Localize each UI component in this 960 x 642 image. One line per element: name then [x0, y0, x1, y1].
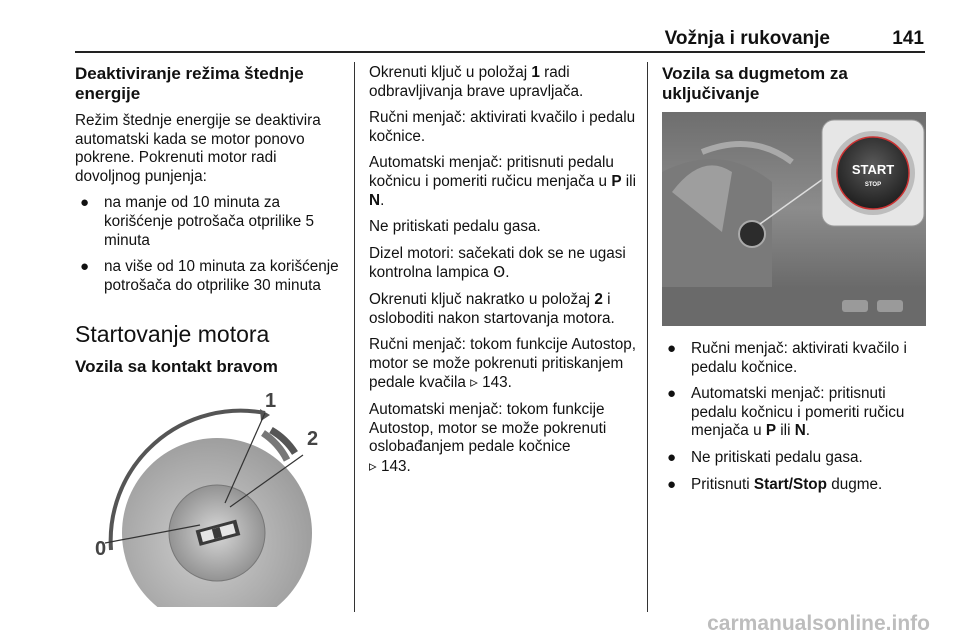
column-2 — [369, 64, 637, 484]
list-item: ● Ne pritiskati pedalu gasa. — [667, 448, 863, 466]
paragraph-turn-key-2: Okrenuti ključ nakratko u položaj 2 i osloboditi nakon startovanja motora. — [369, 290, 615, 327]
bullet-icon: ● — [667, 385, 677, 403]
section-title-engine-start: Startovanje motora — [75, 321, 270, 348]
paragraph-diesel: Dizel motori: sačekati dok se ne ugasi kontrolna lampica Ꙩ. — [369, 244, 626, 282]
list-item: ● na manje od 10 minuta za korišćenje potrošača otprilike 5 minuta — [80, 194, 315, 249]
paragraph-intro: Režim štednje energije se deaktivira automatski kada se motor ponovo pokrene. Pokrenuti motor radi dovoljnog punjenja: — [75, 112, 321, 185]
paragraph-turn-key: Okrenuti ključ u položaj 1 radi odbravljivanja brave upravljača. — [369, 64, 584, 100]
paragraph-automatic-transmission: Automatski menjač: pritisnuti pedalu kočnicu i pomeriti ručicu menjača u P ili N. — [369, 154, 636, 209]
glow-plug-icon: Ꙩ — [493, 263, 506, 282]
page-reference-icon: ▹ — [470, 373, 478, 392]
subheading-ignition-key: Vozila sa kontakt bravom — [75, 357, 278, 377]
bullet-icon: ● — [667, 448, 677, 466]
list-item: ● na više od 10 minuta za korišćenje potrošača do otprilike 30 minuta — [80, 258, 339, 294]
bullet-icon: ● — [80, 194, 90, 212]
column-divider-1 — [354, 62, 355, 612]
bullet-list-charging — [75, 194, 343, 295]
section-heading-energy-saving: Deaktiviranje režima štednje energije — [75, 64, 304, 103]
start-button-small — [739, 221, 765, 247]
ignition-key-figure — [75, 385, 345, 607]
bullet-icon: ● — [667, 340, 677, 357]
watermark: carmanualsonline.info — [707, 612, 930, 635]
position-label-2: 2 — [307, 428, 319, 451]
list-item: ● Ručni menjač: aktivirati kvačilo i pedalu kočnice. — [667, 340, 907, 376]
paragraph-manual-transmission: Ručni menjač: aktivirati kvačilo i pedalu kočnice. — [369, 109, 636, 145]
paragraph-no-gas: Ne pritiskati pedalu gasa. — [369, 218, 541, 236]
ignition-lock-illustration — [75, 385, 345, 607]
start-label: START — [851, 162, 895, 177]
column-1 — [75, 64, 343, 607]
page-reference-link[interactable]: 143. — [482, 374, 512, 392]
bullet-icon: ● — [80, 258, 90, 276]
section-heading-start-button: Vozila sa dugmetom za uključivanje — [662, 64, 848, 103]
start-button-figure — [662, 112, 926, 326]
list-item: ● Pritisnuti Start/Stop dugme. — [667, 475, 883, 493]
page-reference-link[interactable]: 143. — [380, 457, 411, 475]
bullet-list-start-steps — [662, 340, 926, 494]
page-number: 141 — [892, 28, 924, 49]
bullet-icon: ● — [667, 475, 677, 493]
header-divider — [75, 51, 925, 53]
stop-label: STOP — [864, 182, 882, 188]
page-header-title: Vožnja i rukovanje — [664, 28, 830, 49]
paragraph-autostop-automatic: Automatski menjač: tokom funkcije Autostop, motor se može pokrenuti oslobađanjem pedale kočnice ▹ 143. — [369, 400, 607, 475]
dashboard-photo-illustration — [662, 112, 926, 326]
position-label-1: 1 — [265, 390, 277, 413]
column-divider-2 — [647, 62, 648, 612]
list-item: ● Automatski menjač: pritisnuti pedalu kočnicu i pomeriti ručicu menjača u P ili N. — [667, 385, 905, 440]
position-label-0: 0 — [95, 538, 107, 561]
column-3 — [662, 64, 926, 502]
paragraph-autostop-manual: Ručni menjač: tokom funkcije Autostop, motor se može pokrenuti pritiskanjem pedale kvačila ▹ 143. — [369, 336, 636, 392]
page-reference-icon: ▹ — [369, 456, 377, 475]
